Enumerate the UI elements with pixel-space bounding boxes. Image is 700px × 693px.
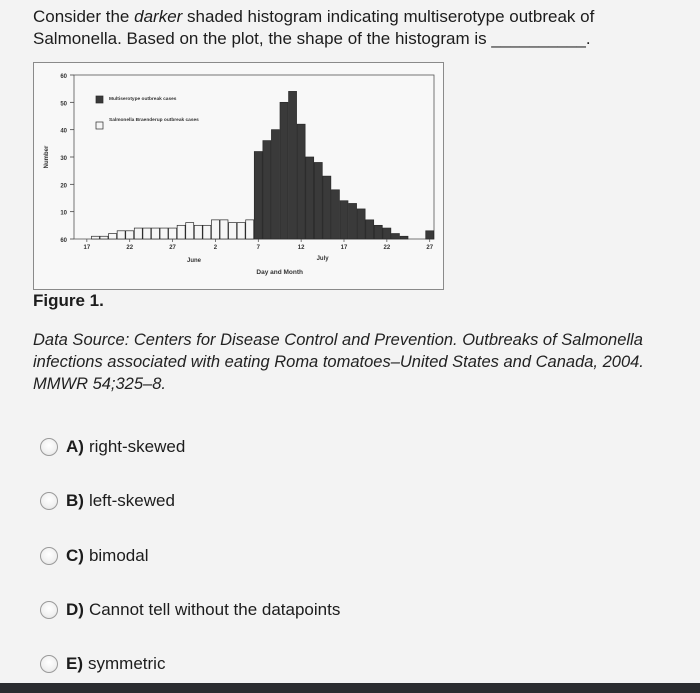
bottom-edge-bar <box>0 683 700 693</box>
bar-multiserotype <box>426 231 434 239</box>
option-d[interactable] <box>40 597 340 623</box>
bar-multiserotype <box>323 176 331 239</box>
x-tick-label: 27 <box>169 245 176 251</box>
y-tick-label: 10 <box>60 210 67 217</box>
radio-button-b[interactable] <box>40 492 58 510</box>
bar-braenderup <box>117 231 125 239</box>
x-tick-label: 17 <box>83 245 91 251</box>
bar-multiserotype <box>374 225 382 239</box>
x-tick-label: 22 <box>126 245 134 251</box>
bar-braenderup <box>109 234 117 239</box>
x-tick-label: 2 <box>213 245 218 251</box>
y-tick-label: 40 <box>60 128 67 135</box>
y-tick-label: 30 <box>60 156 67 162</box>
option-e[interactable] <box>40 651 165 677</box>
radio-button-c[interactable] <box>40 547 58 565</box>
option-d-letter: D) <box>66 600 84 619</box>
bar-braenderup <box>151 228 159 239</box>
x-month-label-june: June <box>186 258 202 264</box>
option-a-text: right-skewed <box>88 437 186 456</box>
radio-button-a[interactable] <box>40 438 58 456</box>
question-text <box>33 6 673 50</box>
bar-multiserotype <box>314 162 322 239</box>
y-tick-label: 60 <box>60 238 67 244</box>
bar-braenderup <box>143 228 151 239</box>
bar-multiserotype <box>289 91 297 239</box>
x-month-label-july: July <box>316 256 329 262</box>
legend-label-multiserotype: Multiserotype outbreak cases <box>109 97 177 102</box>
bar-braenderup <box>91 236 99 239</box>
bar-multiserotype <box>400 236 408 239</box>
bar-multiserotype <box>383 228 391 239</box>
bar-braenderup <box>211 220 219 239</box>
option-c[interactable] <box>40 543 149 569</box>
y-tick-label: 20 <box>60 183 67 190</box>
histogram-chart <box>34 63 445 291</box>
legend-label-braenderup: Salmonella Braenderup outbreak cases <box>109 118 199 123</box>
option-e-letter: E) <box>66 654 83 673</box>
bar-braenderup <box>203 225 211 239</box>
bar-braenderup <box>186 223 194 239</box>
bar-multiserotype <box>297 124 305 239</box>
legend-swatch-braenderup <box>96 122 103 129</box>
bar-multiserotype <box>254 152 262 239</box>
option-c-text: bimodal <box>88 546 149 565</box>
option-a[interactable] <box>40 434 185 460</box>
bar-multiserotype <box>340 201 348 239</box>
bar-braenderup <box>160 228 168 239</box>
question-emphasis: darker <box>134 7 183 26</box>
histogram-figure <box>33 62 444 290</box>
bar-multiserotype <box>331 190 339 239</box>
option-a-letter: A) <box>66 437 84 456</box>
bar-braenderup <box>237 223 245 239</box>
bar-multiserotype <box>357 209 365 239</box>
bar-braenderup <box>220 220 228 239</box>
y-tick-label: 60 <box>60 74 67 80</box>
legend-swatch-multiserotype <box>96 96 103 103</box>
bar-multiserotype <box>306 157 314 239</box>
y-axis-title: Number <box>44 145 50 169</box>
figure-label: Figure 1. <box>33 291 104 310</box>
question-blank: __________. <box>491 29 591 48</box>
bar-braenderup <box>126 231 134 239</box>
option-c-letter: C) <box>66 546 84 565</box>
bar-braenderup <box>100 236 108 239</box>
option-b-letter: B) <box>66 491 84 510</box>
bar-multiserotype <box>349 203 357 239</box>
bar-multiserotype <box>271 130 279 239</box>
bar-multiserotype <box>391 234 399 239</box>
bar-braenderup <box>229 223 237 239</box>
x-tick-label: 12 <box>297 245 305 251</box>
y-tick-label: 50 <box>60 101 67 108</box>
question-part-2: shaded histogram indicating multiserotype outbreak of Salmonella. Based on the plot, the shape of the histogram is <box>33 7 595 48</box>
bar-multiserotype <box>280 102 288 239</box>
bar-braenderup <box>177 225 185 239</box>
question-part-1: Consider the <box>33 7 135 26</box>
bar-multiserotype <box>263 141 271 239</box>
x-tick-label: 22 <box>383 245 391 251</box>
option-e-text: symmetric <box>88 654 166 673</box>
bar-braenderup <box>134 228 142 239</box>
x-tick-label: 27 <box>426 245 434 251</box>
bar-braenderup <box>246 220 254 239</box>
option-b[interactable] <box>40 488 175 514</box>
radio-button-e[interactable] <box>40 655 58 673</box>
option-b-text: left-skewed <box>88 491 175 510</box>
x-axis-title: Day and Month <box>256 269 304 276</box>
bar-braenderup <box>169 228 177 239</box>
x-tick-label: 7 <box>256 245 260 251</box>
data-source-citation: Data Source: Centers for Disease Control and Prevention. Outbreaks of Salmonella infections associated with eating Roma tomatoes–United States and Canada, 2004. MMWR 54;325–8. <box>33 331 644 393</box>
bar-braenderup <box>194 225 202 239</box>
option-d-text: Cannot tell without the datapoints <box>88 600 341 619</box>
radio-button-d[interactable] <box>40 601 58 619</box>
bar-multiserotype <box>366 220 374 239</box>
x-tick-label: 17 <box>340 245 348 251</box>
